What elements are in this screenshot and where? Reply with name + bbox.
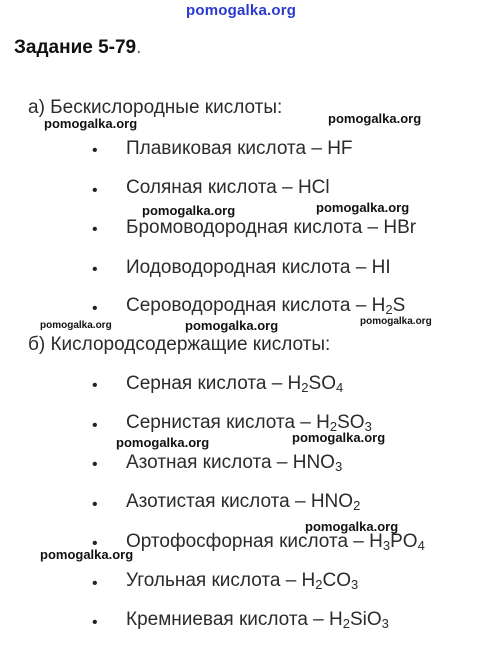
acid-name: Сероводородная кислота –	[126, 295, 372, 316]
bullet: •	[92, 142, 98, 159]
formula-part: PO	[390, 531, 418, 552]
section-b-heading: б) Кислородсодержащие кислоты:	[28, 334, 331, 355]
header-watermark: pomogalka.org	[186, 2, 297, 19]
watermark-text: pomogalka.org	[40, 547, 134, 562]
watermark-text: pomogalka.org	[360, 316, 432, 327]
formula-part: H	[301, 570, 316, 591]
bullet: •	[92, 614, 98, 631]
acid-formula: HF	[327, 138, 353, 159]
formula-subscript: 2	[385, 302, 393, 317]
task-title-text: Задание 5-79	[14, 37, 137, 58]
formula-subscript: 4	[417, 538, 425, 553]
formula-subscript: 2	[315, 577, 323, 592]
formula-subscript: 4	[335, 380, 344, 395]
acid-formula	[311, 491, 360, 512]
formula-subscript: 3	[334, 459, 343, 474]
acid-formula	[329, 609, 389, 630]
acid-item	[126, 177, 330, 199]
formula-subscript: 3	[381, 616, 389, 631]
formula-part: HNO	[310, 491, 354, 512]
acid-name: Бромоводородная кислота –	[126, 217, 384, 238]
bullet: •	[92, 300, 98, 317]
formula-subscript: 2	[301, 380, 309, 395]
bullet: •	[92, 535, 98, 552]
formula-part: SiO	[349, 609, 382, 630]
formula-subscript: 3	[382, 538, 391, 553]
bullet: •	[92, 221, 98, 238]
bullet: •	[92, 496, 98, 513]
formula-part: H	[329, 609, 343, 630]
bullet: •	[92, 377, 98, 394]
formula-subscript: 3	[364, 419, 372, 434]
formula-subscript: 2	[353, 498, 361, 513]
watermark-text: pomogalka.org	[316, 200, 410, 215]
bullet: •	[92, 575, 98, 592]
acid-name: Соляная кислота –	[126, 177, 298, 198]
acid-item	[126, 452, 342, 474]
acid-name: Ортофосфорная кислота –	[126, 531, 370, 552]
bullet: •	[92, 417, 98, 434]
watermark-text: pomogalka.org	[328, 111, 422, 126]
acid-formula	[293, 452, 342, 473]
acid-item	[126, 531, 425, 553]
formula-part: HNO	[292, 452, 335, 473]
acid-name: Азотная кислота –	[126, 452, 293, 473]
watermark-text: pomogalka.org	[40, 320, 112, 331]
acid-item	[126, 609, 389, 631]
acid-formula: HI	[371, 257, 391, 278]
acid-item	[126, 217, 416, 239]
acid-formula	[288, 373, 344, 394]
acid-name: Азотистая кислота –	[126, 491, 311, 512]
acid-formula	[302, 570, 359, 591]
acid-item	[126, 491, 360, 513]
acid-name: Кремниевая кислота –	[126, 609, 330, 630]
watermark-text: pomogalka.org	[44, 116, 138, 131]
formula-part: H	[316, 412, 330, 433]
acid-formula: HBr	[383, 217, 417, 238]
watermark-text: pomogalka.org	[185, 318, 279, 333]
formula-subscript: 2	[329, 419, 338, 434]
acid-item	[126, 138, 353, 160]
formula-subscript: 2	[342, 616, 350, 631]
formula-part: H	[371, 295, 386, 316]
acid-formula	[369, 531, 425, 552]
formula-part: SO	[308, 373, 336, 394]
formula-part: H	[369, 531, 383, 552]
task-title	[14, 37, 141, 59]
formula-part: H	[287, 373, 302, 394]
acid-name: Сернистая кислота –	[126, 412, 317, 433]
acid-item	[126, 257, 391, 279]
acid-name: Плавиковая кислота –	[126, 138, 328, 159]
acid-formula	[372, 295, 406, 316]
acid-item	[126, 570, 358, 592]
acid-item	[126, 373, 343, 395]
formula-part: S	[392, 295, 406, 316]
acid-item	[126, 295, 405, 317]
watermark-text: pomogalka.org	[116, 435, 210, 450]
watermark-text: pomogalka.org	[142, 203, 236, 218]
watermark-text: pomogalka.org	[292, 430, 386, 445]
bullet: •	[92, 456, 98, 473]
bullet: •	[92, 182, 98, 199]
acid-formula: HCl	[297, 177, 330, 198]
formula-subscript: 3	[351, 577, 359, 592]
task-title-dot: .	[136, 37, 142, 58]
watermark-text: pomogalka.org	[305, 519, 399, 534]
formula-part: CO	[322, 570, 352, 591]
section-a-heading: а) Бескислородные кислоты:	[28, 97, 283, 118]
formula-part: SO	[337, 412, 365, 433]
acid-name: Серная кислота –	[126, 373, 288, 394]
acid-name: Угольная кислота –	[126, 570, 302, 591]
acid-name: Иодоводородная кислота –	[126, 257, 372, 278]
bullet: •	[92, 261, 98, 278]
